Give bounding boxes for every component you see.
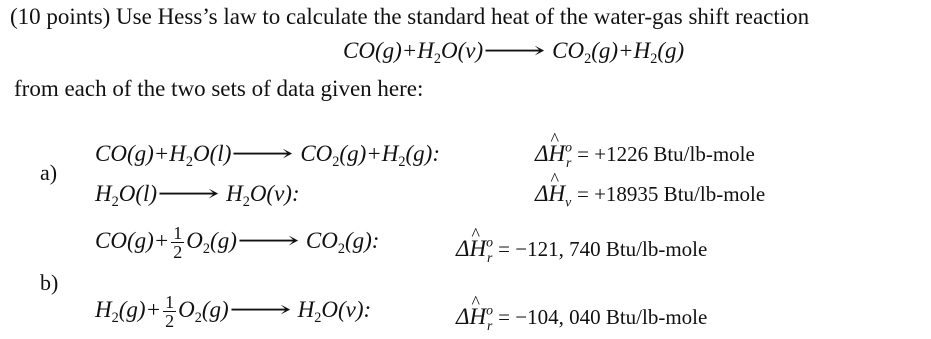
set-a-reaction-2: $H_2O(l)⟶$ $H_2O(v)$: <box>95 181 300 210</box>
reaction-arrow-icon: ⟶ <box>157 181 220 206</box>
set-b-enthalpy-1: Δ^ $H^o_r = -121$, 740 Btu/lb-mole <box>456 236 707 262</box>
problem-intro: (10 points) Use Hess’s law to calculate the standard heat of the water-gas shift reaction <box>10 4 810 29</box>
set-a-enthalpy-1: Δ^ $H^o_r = +1226$ Btu/lb-mole <box>535 141 755 167</box>
set-b-reaction-1: CO(g)+ $\frac{1}{2}$ $O_2(g)⟶$ $CO_2(g)$: <box>95 223 380 262</box>
main-reaction: $CO(g)+H_2O(v)⟶$ $CO_2(g)+H_2(g)$ <box>343 38 685 67</box>
set-b-value-1: = −121, 740 Btu/lb-mole <box>498 237 708 261</box>
set-b-enthalpy-2: Δ^ $H^o_r = -104$, 040 Btu/lb-mole <box>456 304 707 330</box>
set-a-enthalpy-2: Δ^ $H_v = +18935$ Btu/lb-mole <box>535 181 765 207</box>
set-a-reaction-1: $CO(g)+H_2O(l)⟶$ $CO_2(g)+H_2(g)$: <box>95 141 440 170</box>
set-b-reaction-2: $H_2(g)+$ $\frac{1}{2}$ $O_2(g)⟶$ $H_2O(v)$: <box>95 292 372 331</box>
reaction-arrow-icon: ⟶ <box>228 296 292 322</box>
set-a-label: a) <box>40 160 58 185</box>
reaction-arrow-icon: ⟶ <box>236 227 300 253</box>
set-b-value-2: = −104, 040 Btu/lb-mole <box>498 305 708 329</box>
reaction-arrow-icon: ⟶ <box>483 38 546 63</box>
set-a-value-1: = +1226 Btu/lb-mole <box>577 142 755 166</box>
set-b-label: b) <box>40 270 59 295</box>
set-a-value-2: = +18935 Btu/lb-mole <box>577 182 766 206</box>
reaction-arrow-icon: ⟶ <box>231 141 295 166</box>
problem-followup: from each of the two sets of data given here: <box>14 76 424 101</box>
